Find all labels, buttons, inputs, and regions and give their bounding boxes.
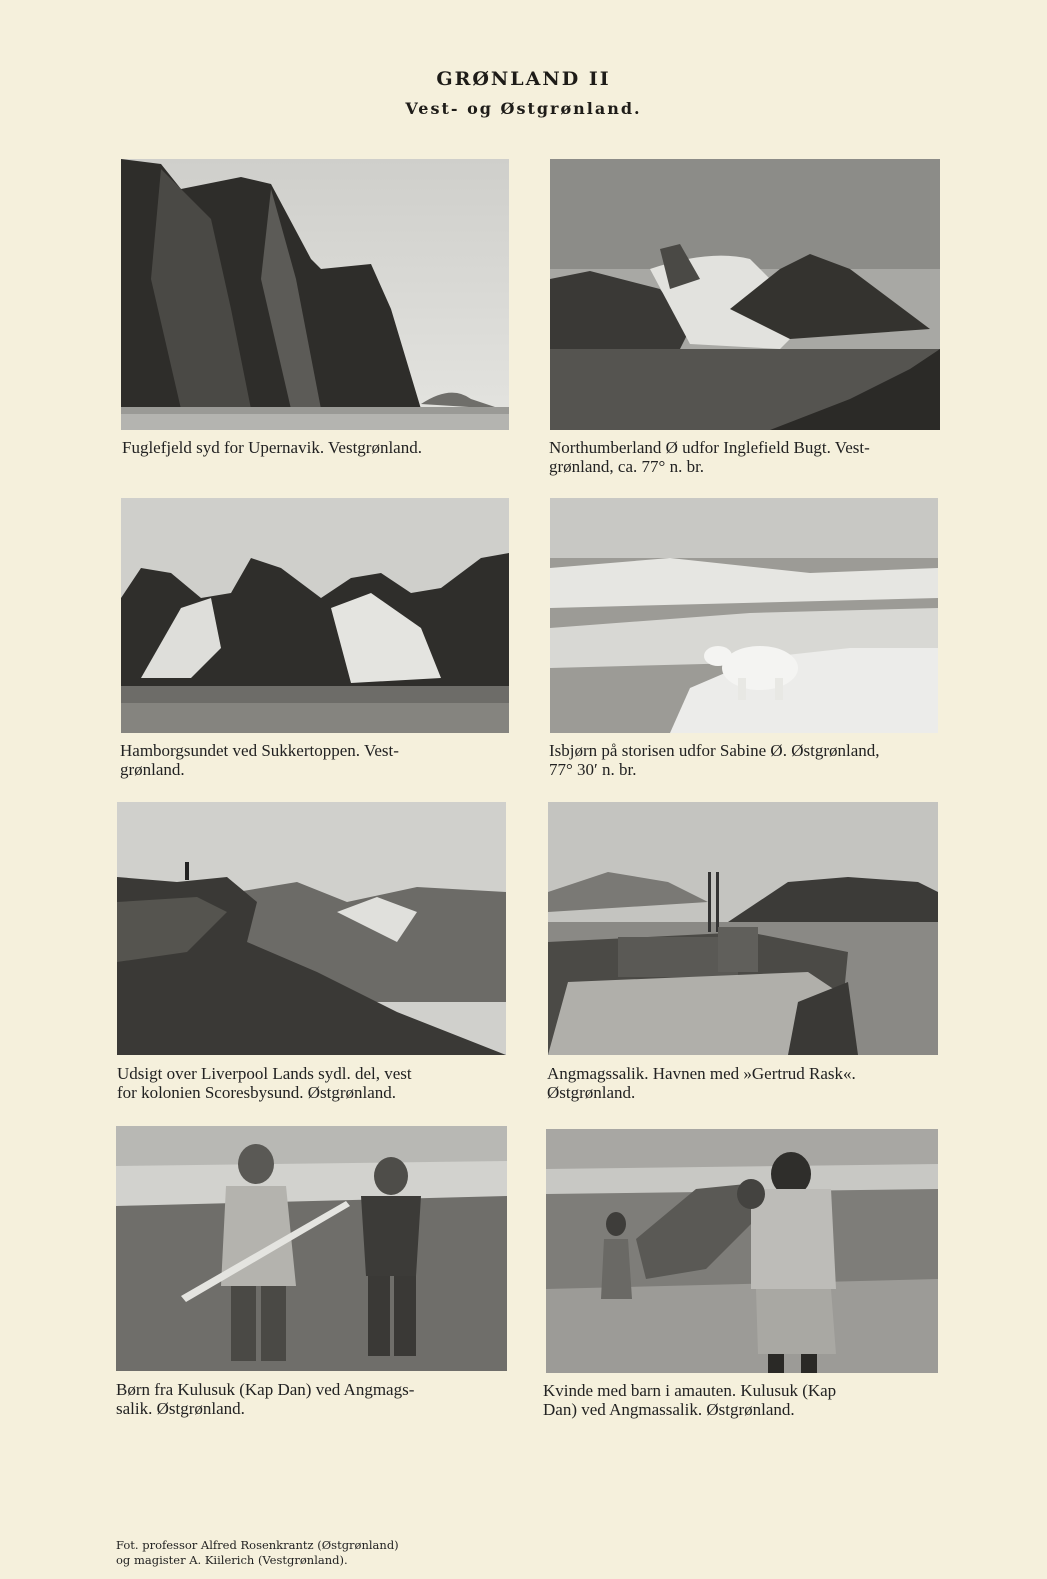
photo-liverpool-land: [117, 802, 506, 1055]
credit-line-1: Fot. professor Alfred Rosenkrantz (Østgrønland): [116, 1538, 399, 1552]
photo-angmagssalik: [548, 802, 938, 1055]
page-title: GRØNLAND II: [436, 68, 611, 90]
photo-hamborgsundet: [121, 498, 509, 733]
caption-born-kulusuk: Børn fra Kulusuk (Kap Dan) ved Angmags- salik. Østgrønland.: [116, 1380, 415, 1418]
credit-line-2: og magister A. Kiilerich (Vestgrønland).: [116, 1553, 348, 1567]
photo-northumberland: [550, 159, 940, 430]
photo-credit: [116, 1538, 399, 1568]
page-subtitle: Vest- og Østgrønland.: [405, 99, 642, 118]
caption-kvinde-amaut: Kvinde med barn i amauten. Kulusuk (Kap Dan) ved Angmassalik. Østgrønland.: [543, 1381, 837, 1419]
caption-angmagssalik: Angmagssalik. Havnen med »Gertrud Rask«. Østgrønland.: [547, 1064, 856, 1102]
caption-northumberland: Northumberland Ø udfor Inglefield Bugt. Vest- grønland, ca. 77° n. br.: [549, 438, 870, 476]
photo-fuglefjeld: [121, 159, 509, 430]
caption-hamborgsundet: Hamborgsundet ved Sukkertoppen. Vest- grønland.: [120, 741, 399, 779]
caption-liverpool-land: Udsigt over Liverpool Lands sydl. del, vest for kolonien Scoresbysund. Østgrønland.: [117, 1064, 412, 1102]
photo-kvinde-amaut: [546, 1129, 938, 1373]
caption-fuglefjeld: Fuglefjeld syd for Upernavik. Vestgrønland.: [122, 438, 422, 457]
photo-born-kulusuk: [116, 1126, 507, 1371]
caption-isbjorn: Isbjørn på storisen udfor Sabine Ø. Østgrønland, 77° 30′ n. br.: [549, 741, 880, 779]
photo-isbjorn: [550, 498, 938, 733]
